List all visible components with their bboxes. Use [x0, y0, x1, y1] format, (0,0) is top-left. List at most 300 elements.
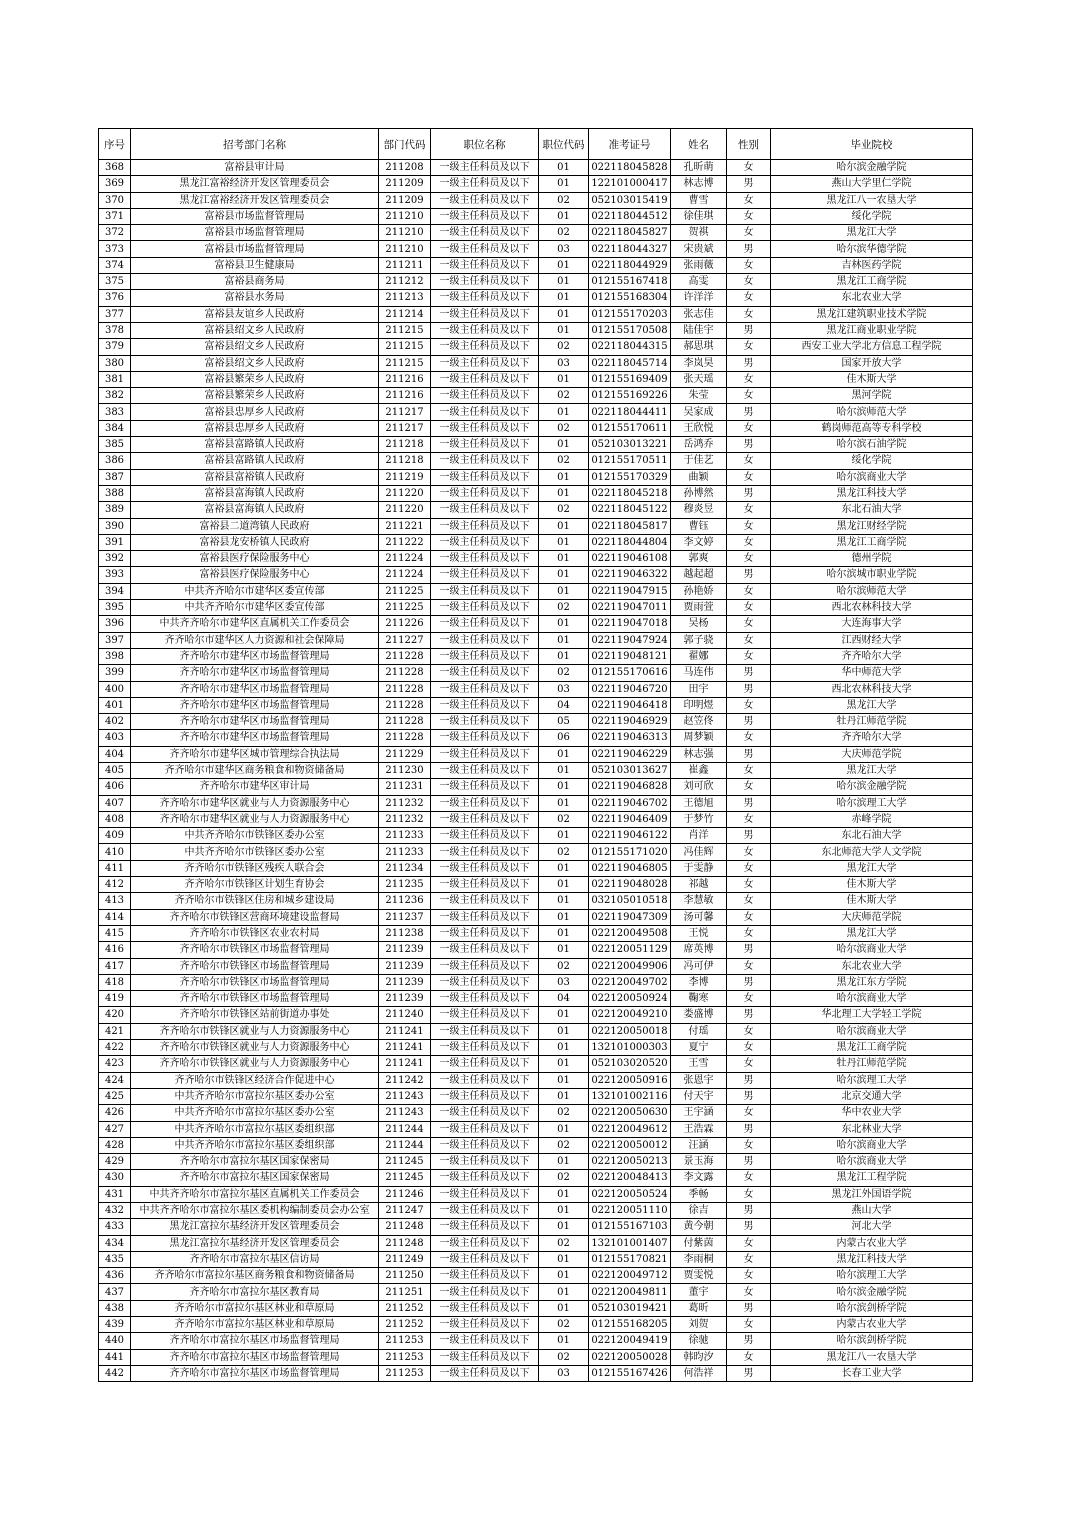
header-cell: 招考部门名称: [131, 129, 379, 160]
table-row: [99, 632, 973, 648]
gender-cell: 男: [727, 567, 771, 583]
dept-code-cell: 211220: [379, 502, 431, 518]
dept-code-cell: 211228: [379, 714, 431, 730]
gender-cell: 女: [727, 257, 771, 273]
dept-code-cell: 211211: [379, 257, 431, 273]
name-cell: 夏宁: [671, 1040, 727, 1056]
name-cell: 冯佳辉: [671, 844, 727, 860]
position-cell: 一级主任科员及以下: [431, 518, 539, 534]
position-cell: 一级主任科员及以下: [431, 1154, 539, 1170]
position-cell: 一级主任科员及以下: [431, 502, 539, 518]
ticket-cell: 022119046828: [589, 779, 671, 795]
position-code-cell: 05: [539, 714, 589, 730]
position-code-cell: 01: [539, 208, 589, 224]
table-row: [99, 1056, 973, 1072]
table-row: [99, 404, 973, 420]
position-code-cell: 02: [539, 1317, 589, 1333]
dept-code-cell: 211231: [379, 779, 431, 795]
table-row: [99, 1121, 973, 1137]
name-cell: 郭爽: [671, 551, 727, 567]
name-cell: 徐吉: [671, 1203, 727, 1219]
gender-cell: 女: [727, 893, 771, 909]
dept-code-cell: 211243: [379, 1088, 431, 1104]
seq-cell: 432: [99, 1203, 131, 1219]
department-cell: 中共齐齐哈尔市富拉尔基区委机构编制委员会办公室: [131, 1203, 379, 1219]
name-cell: 韩昀汐: [671, 1349, 727, 1365]
ticket-cell: 022118045218: [589, 485, 671, 501]
table-row: [99, 518, 973, 534]
name-cell: 陆佳宇: [671, 322, 727, 338]
school-cell: 哈尔滨石油学院: [771, 437, 973, 453]
department-cell: 富裕县审计局: [131, 160, 379, 176]
name-cell: 付瑶: [671, 1023, 727, 1039]
position-cell: 一级主任科员及以下: [431, 1349, 539, 1365]
position-code-cell: 01: [539, 1284, 589, 1300]
position-cell: 一级主任科员及以下: [431, 1137, 539, 1153]
position-cell: 一级主任科员及以下: [431, 1300, 539, 1316]
gender-cell: 男: [727, 1300, 771, 1316]
gender-cell: 女: [727, 225, 771, 241]
name-cell: 岳鸿乔: [671, 437, 727, 453]
seq-cell: 406: [99, 779, 131, 795]
table-row: [99, 1300, 973, 1316]
position-code-cell: 01: [539, 518, 589, 534]
gender-cell: 男: [727, 828, 771, 844]
table-row: [99, 192, 973, 208]
school-cell: 绥化学院: [771, 208, 973, 224]
school-cell: 燕山大学: [771, 1203, 973, 1219]
department-cell: 黑龙江富裕经济开发区管理委员会: [131, 176, 379, 192]
gender-cell: 女: [727, 648, 771, 664]
dept-code-cell: 211242: [379, 1072, 431, 1088]
position-cell: 一级主任科员及以下: [431, 1235, 539, 1251]
name-cell: 季畅: [671, 1186, 727, 1202]
dept-code-cell: 211209: [379, 192, 431, 208]
department-cell: 中共齐齐哈尔市建华区直属机关工作委员会: [131, 616, 379, 632]
seq-cell: 396: [99, 616, 131, 632]
ticket-cell: 132101000303: [589, 1040, 671, 1056]
position-cell: 一级主任科员及以下: [431, 225, 539, 241]
gender-cell: 女: [727, 420, 771, 436]
position-cell: 一级主任科员及以下: [431, 1170, 539, 1186]
school-cell: 哈尔滨城市职业学院: [771, 567, 973, 583]
ticket-cell: 012155170821: [589, 1251, 671, 1267]
table-row: [99, 925, 973, 941]
position-cell: 一级主任科员及以下: [431, 665, 539, 681]
position-code-cell: 01: [539, 648, 589, 664]
seq-cell: 404: [99, 746, 131, 762]
position-code-cell: 03: [539, 1365, 589, 1381]
dept-code-cell: 211219: [379, 469, 431, 485]
table-row: [99, 355, 973, 371]
name-cell: 翟娜: [671, 648, 727, 664]
dept-code-cell: 211210: [379, 208, 431, 224]
name-cell: 孔昕萌: [671, 160, 727, 176]
table-row: [99, 551, 973, 567]
school-cell: 西安工业大学北方信息工程学院: [771, 339, 973, 355]
position-code-cell: 01: [539, 893, 589, 909]
ticket-cell: 022119046702: [589, 795, 671, 811]
dept-code-cell: 211210: [379, 241, 431, 257]
school-cell: 西北农林科技大学: [771, 681, 973, 697]
seq-cell: 424: [99, 1072, 131, 1088]
position-cell: 一级主任科员及以下: [431, 1268, 539, 1284]
department-cell: 齐齐哈尔市铁锋区计划生育协会: [131, 877, 379, 893]
table-row: [99, 811, 973, 827]
position-code-cell: 01: [539, 1219, 589, 1235]
dept-code-cell: 211222: [379, 534, 431, 550]
table-row: [99, 860, 973, 876]
seq-cell: 442: [99, 1365, 131, 1381]
position-cell: 一级主任科员及以下: [431, 1007, 539, 1023]
position-cell: 一级主任科员及以下: [431, 176, 539, 192]
dept-code-cell: 211251: [379, 1284, 431, 1300]
name-cell: 于佳艺: [671, 453, 727, 469]
ticket-cell: 052103020520: [589, 1056, 671, 1072]
table-row: [99, 991, 973, 1007]
dept-code-cell: 211240: [379, 1007, 431, 1023]
dept-code-cell: 211221: [379, 518, 431, 534]
ticket-cell: 022119047011: [589, 600, 671, 616]
ticket-cell: 052103013221: [589, 437, 671, 453]
table-row: [99, 502, 973, 518]
table-row: [99, 697, 973, 713]
position-cell: 一级主任科员及以下: [431, 1203, 539, 1219]
dept-code-cell: 211215: [379, 355, 431, 371]
position-code-cell: 01: [539, 469, 589, 485]
ticket-cell: 012155171020: [589, 844, 671, 860]
gender-cell: 女: [727, 1317, 771, 1333]
position-cell: 一级主任科员及以下: [431, 534, 539, 550]
dept-code-cell: 211250: [379, 1268, 431, 1284]
department-cell: 齐齐哈尔市富拉尔基区国家保密局: [131, 1170, 379, 1186]
ticket-cell: 022120049811: [589, 1284, 671, 1300]
position-cell: 一级主任科员及以下: [431, 697, 539, 713]
department-cell: 富裕县医疗保险服务中心: [131, 551, 379, 567]
dept-code-cell: 211229: [379, 746, 431, 762]
table-row: [99, 762, 973, 778]
position-code-cell: 02: [539, 1105, 589, 1121]
position-code-cell: 01: [539, 1186, 589, 1202]
table-row: [99, 1219, 973, 1235]
name-cell: 祁越: [671, 877, 727, 893]
position-code-cell: 03: [539, 974, 589, 990]
school-cell: 江西财经大学: [771, 632, 973, 648]
position-code-cell: 01: [539, 274, 589, 290]
ticket-cell: 022119046805: [589, 860, 671, 876]
gender-cell: 女: [727, 1284, 771, 1300]
ticket-cell: 012155170611: [589, 420, 671, 436]
ticket-cell: 022120050012: [589, 1137, 671, 1153]
seq-cell: 387: [99, 469, 131, 485]
position-cell: 一级主任科员及以下: [431, 942, 539, 958]
school-cell: 哈尔滨金融学院: [771, 1284, 973, 1300]
dept-code-cell: 211239: [379, 991, 431, 1007]
dept-code-cell: 211226: [379, 616, 431, 632]
gender-cell: 女: [727, 909, 771, 925]
header-row: [99, 129, 973, 160]
header-cell: 部门代码: [379, 129, 431, 160]
position-cell: 一级主任科员及以下: [431, 1056, 539, 1072]
department-cell: 中共齐齐哈尔市富拉尔基区委组织部: [131, 1137, 379, 1153]
ticket-cell: 012155169409: [589, 371, 671, 387]
school-cell: 哈尔滨商业大学: [771, 1154, 973, 1170]
gender-cell: 女: [727, 1105, 771, 1121]
ticket-cell: 022119047018: [589, 616, 671, 632]
ticket-cell: 022118045817: [589, 518, 671, 534]
name-cell: 高雯: [671, 274, 727, 290]
ticket-cell: 022118044929: [589, 257, 671, 273]
table-row: [99, 974, 973, 990]
name-cell: 曹钰: [671, 518, 727, 534]
position-cell: 一级主任科员及以下: [431, 1365, 539, 1381]
table-row: [99, 567, 973, 583]
ticket-cell: 022120049419: [589, 1333, 671, 1349]
name-cell: 林志强: [671, 746, 727, 762]
seq-cell: 369: [99, 176, 131, 192]
department-cell: 富裕县卫生健康局: [131, 257, 379, 273]
department-cell: 中共齐齐哈尔市建华区委宣传部: [131, 600, 379, 616]
gender-cell: 男: [727, 665, 771, 681]
dept-code-cell: 211228: [379, 730, 431, 746]
school-cell: 哈尔滨理工大学: [771, 1268, 973, 1284]
department-cell: 富裕县富路镇人民政府: [131, 453, 379, 469]
header-cell: 姓名: [671, 129, 727, 160]
seq-cell: 374: [99, 257, 131, 273]
dept-code-cell: 211241: [379, 1023, 431, 1039]
position-cell: 一级主任科员及以下: [431, 632, 539, 648]
position-cell: 一级主任科员及以下: [431, 600, 539, 616]
dept-code-cell: 211225: [379, 583, 431, 599]
seq-cell: 410: [99, 844, 131, 860]
gender-cell: 女: [727, 730, 771, 746]
name-cell: 张天瑶: [671, 371, 727, 387]
seq-cell: 400: [99, 681, 131, 697]
position-cell: 一级主任科员及以下: [431, 1186, 539, 1202]
seq-cell: 377: [99, 306, 131, 322]
dept-code-cell: 211244: [379, 1137, 431, 1153]
name-cell: 李博: [671, 974, 727, 990]
position-code-cell: 01: [539, 160, 589, 176]
position-cell: 一级主任科员及以下: [431, 844, 539, 860]
gender-cell: 女: [727, 339, 771, 355]
position-code-cell: 01: [539, 534, 589, 550]
table-row: [99, 1317, 973, 1333]
ticket-cell: 012155170616: [589, 665, 671, 681]
gender-cell: 男: [727, 1365, 771, 1381]
school-cell: 黑龙江建筑职业技术学院: [771, 306, 973, 322]
position-cell: 一级主任科员及以下: [431, 779, 539, 795]
school-cell: 哈尔滨金融学院: [771, 160, 973, 176]
department-cell: 富裕县商务局: [131, 274, 379, 290]
school-cell: 哈尔滨华德学院: [771, 241, 973, 257]
gender-cell: 男: [727, 437, 771, 453]
seq-cell: 437: [99, 1284, 131, 1300]
table-row: [99, 1040, 973, 1056]
ticket-cell: 012155168205: [589, 1317, 671, 1333]
gender-cell: 女: [727, 192, 771, 208]
gender-cell: 男: [727, 355, 771, 371]
table-row: [99, 1203, 973, 1219]
gender-cell: 男: [727, 974, 771, 990]
table-row: [99, 779, 973, 795]
gender-cell: 女: [727, 1235, 771, 1251]
department-cell: 齐齐哈尔市铁锋区住房和城乡建设局: [131, 893, 379, 909]
department-cell: 富裕县市场监督管理局: [131, 241, 379, 257]
dept-code-cell: 211230: [379, 762, 431, 778]
name-cell: 王德旭: [671, 795, 727, 811]
school-cell: 华北理工大学轻工学院: [771, 1007, 973, 1023]
gender-cell: 女: [727, 306, 771, 322]
gender-cell: 女: [727, 1186, 771, 1202]
dept-code-cell: 211253: [379, 1365, 431, 1381]
school-cell: 内蒙古农业大学: [771, 1317, 973, 1333]
header-cell: 准考证号: [589, 129, 671, 160]
table-row: [99, 1072, 973, 1088]
school-cell: 大连海事大学: [771, 616, 973, 632]
ticket-cell: 022120050924: [589, 991, 671, 1007]
ticket-cell: 022119046418: [589, 697, 671, 713]
name-cell: 李雨桐: [671, 1251, 727, 1267]
gender-cell: 女: [727, 697, 771, 713]
dept-code-cell: 211217: [379, 404, 431, 420]
department-cell: 富裕县富路镇人民政府: [131, 437, 379, 453]
position-cell: 一级主任科员及以下: [431, 762, 539, 778]
department-cell: 富裕县市场监督管理局: [131, 208, 379, 224]
position-code-cell: 01: [539, 1088, 589, 1104]
table-row: [99, 437, 973, 453]
gender-cell: 男: [727, 942, 771, 958]
name-cell: 越起超: [671, 567, 727, 583]
position-cell: 一级主任科员及以下: [431, 681, 539, 697]
table-row: [99, 290, 973, 306]
name-cell: 汪涵: [671, 1137, 727, 1153]
school-cell: 华中师范大学: [771, 665, 973, 681]
name-cell: 周梦颖: [671, 730, 727, 746]
department-cell: 齐齐哈尔市建华区市场监督管理局: [131, 665, 379, 681]
name-cell: 许洋洋: [671, 290, 727, 306]
position-cell: 一级主任科员及以下: [431, 909, 539, 925]
department-cell: 黑龙江富拉尔基经济开发区管理委员会: [131, 1219, 379, 1235]
school-cell: 哈尔滨商业大学: [771, 942, 973, 958]
ticket-cell: 022118045827: [589, 225, 671, 241]
seq-cell: 409: [99, 828, 131, 844]
dept-code-cell: 211228: [379, 697, 431, 713]
position-code-cell: 02: [539, 958, 589, 974]
ticket-cell: 022120049702: [589, 974, 671, 990]
school-cell: 东北师范大学人文学院: [771, 844, 973, 860]
school-cell: 哈尔滨师范大学: [771, 404, 973, 420]
ticket-cell: 022120050028: [589, 1349, 671, 1365]
seq-cell: 385: [99, 437, 131, 453]
school-cell: 哈尔滨商业大学: [771, 1023, 973, 1039]
table-row: [99, 1186, 973, 1202]
position-code-cell: 03: [539, 681, 589, 697]
dept-code-cell: 211228: [379, 648, 431, 664]
dept-code-cell: 211253: [379, 1349, 431, 1365]
dept-code-cell: 211239: [379, 942, 431, 958]
position-code-cell: 02: [539, 388, 589, 404]
department-cell: 齐齐哈尔市富拉尔基区国家保密局: [131, 1154, 379, 1170]
school-cell: 黑龙江科技大学: [771, 485, 973, 501]
department-cell: 富裕县绍文乡人民政府: [131, 355, 379, 371]
position-code-cell: 01: [539, 795, 589, 811]
position-code-cell: 06: [539, 730, 589, 746]
position-code-cell: 01: [539, 322, 589, 338]
gender-cell: 男: [727, 681, 771, 697]
school-cell: 内蒙古农业大学: [771, 1235, 973, 1251]
seq-cell: 425: [99, 1088, 131, 1104]
dept-code-cell: 211235: [379, 877, 431, 893]
gender-cell: 女: [727, 551, 771, 567]
position-cell: 一级主任科员及以下: [431, 274, 539, 290]
department-cell: 齐齐哈尔市建华区商务粮食和物资储备局: [131, 762, 379, 778]
gender-cell: 男: [727, 1203, 771, 1219]
gender-cell: 女: [727, 388, 771, 404]
name-cell: 田宇: [671, 681, 727, 697]
department-cell: 齐齐哈尔市富拉尔基区市场监督管理局: [131, 1349, 379, 1365]
department-cell: 齐齐哈尔市富拉尔基区信访局: [131, 1251, 379, 1267]
position-code-cell: 01: [539, 762, 589, 778]
dept-code-cell: 211247: [379, 1203, 431, 1219]
ticket-cell: 012155169226: [589, 388, 671, 404]
school-cell: 黑龙江商业职业学院: [771, 322, 973, 338]
gender-cell: 男: [727, 1333, 771, 1349]
ticket-cell: 022119046229: [589, 746, 671, 762]
seq-cell: 370: [99, 192, 131, 208]
position-code-cell: 01: [539, 1056, 589, 1072]
seq-cell: 405: [99, 762, 131, 778]
seq-cell: 414: [99, 909, 131, 925]
seq-cell: 428: [99, 1137, 131, 1153]
ticket-cell: 022118045828: [589, 160, 671, 176]
department-cell: 富裕县绍文乡人民政府: [131, 339, 379, 355]
gender-cell: 男: [727, 404, 771, 420]
school-cell: 黑龙江大学: [771, 925, 973, 941]
gender-cell: 男: [727, 241, 771, 257]
position-cell: 一级主任科员及以下: [431, 1105, 539, 1121]
name-cell: 吴家成: [671, 404, 727, 420]
name-cell: 肖洋: [671, 828, 727, 844]
name-cell: 刘贺: [671, 1317, 727, 1333]
position-code-cell: 01: [539, 583, 589, 599]
position-code-cell: 01: [539, 1154, 589, 1170]
position-cell: 一级主任科员及以下: [431, 1251, 539, 1267]
position-code-cell: 01: [539, 942, 589, 958]
seq-cell: 383: [99, 404, 131, 420]
seq-cell: 413: [99, 893, 131, 909]
gender-cell: 女: [727, 469, 771, 485]
table-row: [99, 844, 973, 860]
ticket-cell: 022119048028: [589, 877, 671, 893]
ticket-cell: 022120050524: [589, 1186, 671, 1202]
name-cell: 李文露: [671, 1170, 727, 1186]
department-cell: 富裕县二道湾镇人民政府: [131, 518, 379, 534]
position-code-cell: 01: [539, 779, 589, 795]
position-code-cell: 01: [539, 1203, 589, 1219]
school-cell: 黑龙江八一农垦大学: [771, 192, 973, 208]
table-row: [99, 893, 973, 909]
department-cell: 富裕县富海镇人民政府: [131, 485, 379, 501]
name-cell: 王浩霖: [671, 1121, 727, 1137]
seq-cell: 408: [99, 811, 131, 827]
position-cell: 一级主任科员及以下: [431, 1333, 539, 1349]
dept-code-cell: 211244: [379, 1121, 431, 1137]
name-cell: 马连伟: [671, 665, 727, 681]
header-cell: 序号: [99, 129, 131, 160]
seq-cell: 431: [99, 1186, 131, 1202]
gender-cell: 男: [727, 1121, 771, 1137]
